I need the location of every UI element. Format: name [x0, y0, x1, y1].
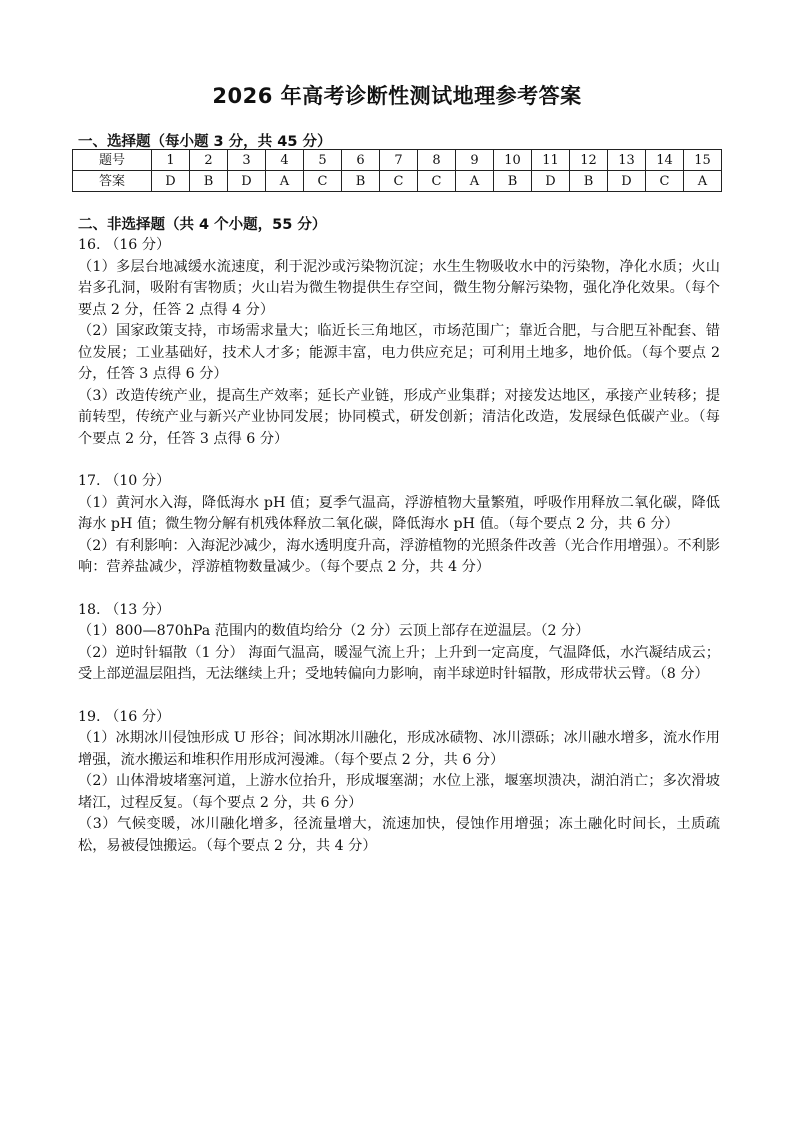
answer-part: （1）黄河水入海，降低海水 pH 值；夏季气温高，浮游植物大量繁殖，呼吸作用释放二氧化碳，降低海水 pH 值；微生物分解有机残体释放二氧化碳，降低海水 pH 值。（每个要点 2 分，共 6 分）	[78, 494, 720, 532]
answer-cell: C	[646, 171, 684, 192]
answer-cell: D	[152, 171, 190, 192]
question-number: 6	[342, 150, 380, 171]
answer-cell: B	[494, 171, 532, 192]
question-header: 18. （13 分）	[78, 601, 171, 618]
question-header: 17. （10 分）	[78, 473, 171, 489]
answer-part: （3）气候变暖，冰川融化增多，径流量增大，流速加快，侵蚀作用增强；冻土融化时间长，土质疏松，易被侵蚀搬运。（每个要点 2 分，共 4 分）	[78, 816, 720, 854]
section2-heading: 二、非选择题（共 4 个小题，55 分）	[78, 217, 327, 233]
answer-cell: D	[228, 171, 266, 192]
answer-part: （3）改造传统产业，提高生产效率；延长产业链，形成产业集群；对接发达地区，承接产业转移；提前转型，传统产业与新兴产业协同发展；协同模式，研发创新；清洁化改造，发展绿色低碳产业。（每个要点 2 分，任答 3 点得 6 分）	[78, 387, 720, 447]
answer-cell: B	[342, 171, 380, 192]
answer-cell: D	[532, 171, 570, 192]
answer-part: （1）冰期冰川侵蚀形成 U 形谷；间冰期冰川融化，形成冰碛物、冰川漂砾；冰川融水增多，流水作用增强，流水搬运和堆积作用形成河漫滩。（每个要点 2 分，共 6 分）	[78, 730, 720, 768]
question-number: 11	[532, 150, 570, 171]
question-header: 19. （16 分）	[78, 708, 171, 725]
answer-cell: A	[684, 171, 722, 192]
answer-part: （2）有利影响：入海泥沙减少，海水透明度升高，浮游植物的光照条件改善（光合作用增强）。不利影响：营养盐减少，浮游植物数量减少。（每个要点 2 分，共 4 分）	[78, 537, 720, 575]
answer-cell: A	[266, 171, 304, 192]
answer-part: （2）逆时针辐散（1 分） 海面气温高，暖湿气流上升；上升到一定高度，气温降低，水汽凝结成云；受上部逆温层阻挡，无法继续上升；受地转偏向力影响，南半球逆时针辐散，形成带状云臂。（8 分）	[78, 644, 720, 682]
section1-heading: 一、选择题（每小题 3 分，共 45 分）	[78, 134, 332, 150]
question-number: 9	[456, 150, 494, 171]
answer-part: （2）国家政策支持，市场需求量大；临近长三角地区，市场范围广；靠近合肥，与合肥互补配套、错位发展；工业基础好，技术人才多；能源丰富，电力供应充足；可利用土地多，地价低。（每个要点 2 分，任答 3 点得 6 分）	[78, 323, 720, 382]
answer-cell: C	[380, 171, 418, 192]
question-number: 3	[228, 150, 266, 171]
answer-part: （1）800—870hPa 范围内的数值均给分（2 分）云顶上部存在逆温层。（2 分）	[78, 623, 590, 639]
question-18	[78, 600, 720, 686]
answer-cell: D	[608, 171, 646, 192]
answer-cell: C	[418, 171, 456, 192]
answer-table	[72, 149, 722, 192]
question-number: 1	[152, 150, 190, 171]
question-number: 7	[380, 150, 418, 171]
question-number: 10	[494, 150, 532, 171]
question-number: 12	[570, 150, 608, 171]
answer-cell: B	[190, 171, 228, 192]
question-19	[78, 707, 720, 858]
row-label-answer: 答案	[73, 171, 152, 192]
page-title: 2026 年高考诊断性测试地理参考答案	[212, 84, 582, 108]
answer-cell: C	[304, 171, 342, 192]
answer-part: （1）多层台地减缓水流速度，利于泥沙或污染物沉淀；水生生物吸收水中的污染物，净化水质；火山岩多孔洞，吸附有害物质；火山岩为微生物提供生存空间，微生物分解污染物，强化净化效果。（每个要点 2 分，任答 2 点得 4 分）	[78, 258, 720, 318]
question-number: 15	[684, 150, 722, 171]
question-number: 2	[190, 150, 228, 171]
question-header: 16. （16 分）	[78, 237, 171, 253]
free-response-answers	[78, 235, 720, 878]
question-16	[78, 235, 720, 450]
question-number: 5	[304, 150, 342, 171]
question-number: 14	[646, 150, 684, 171]
answer-cell: A	[456, 171, 494, 192]
answer-row	[73, 171, 722, 192]
answer-cell: B	[570, 171, 608, 192]
row-label-number: 题号	[73, 150, 152, 171]
answer-part: （2）山体滑坡堵塞河道，上游水位抬升，形成堰塞湖；水位上涨，堰塞坝溃决，湖泊消亡；多次滑坡堵江，过程反复。（每个要点 2 分，共 6 分）	[78, 773, 720, 811]
question-number: 8	[418, 150, 456, 171]
question-number-row	[73, 150, 722, 171]
question-number: 13	[608, 150, 646, 171]
question-17	[78, 471, 720, 579]
question-number: 4	[266, 150, 304, 171]
